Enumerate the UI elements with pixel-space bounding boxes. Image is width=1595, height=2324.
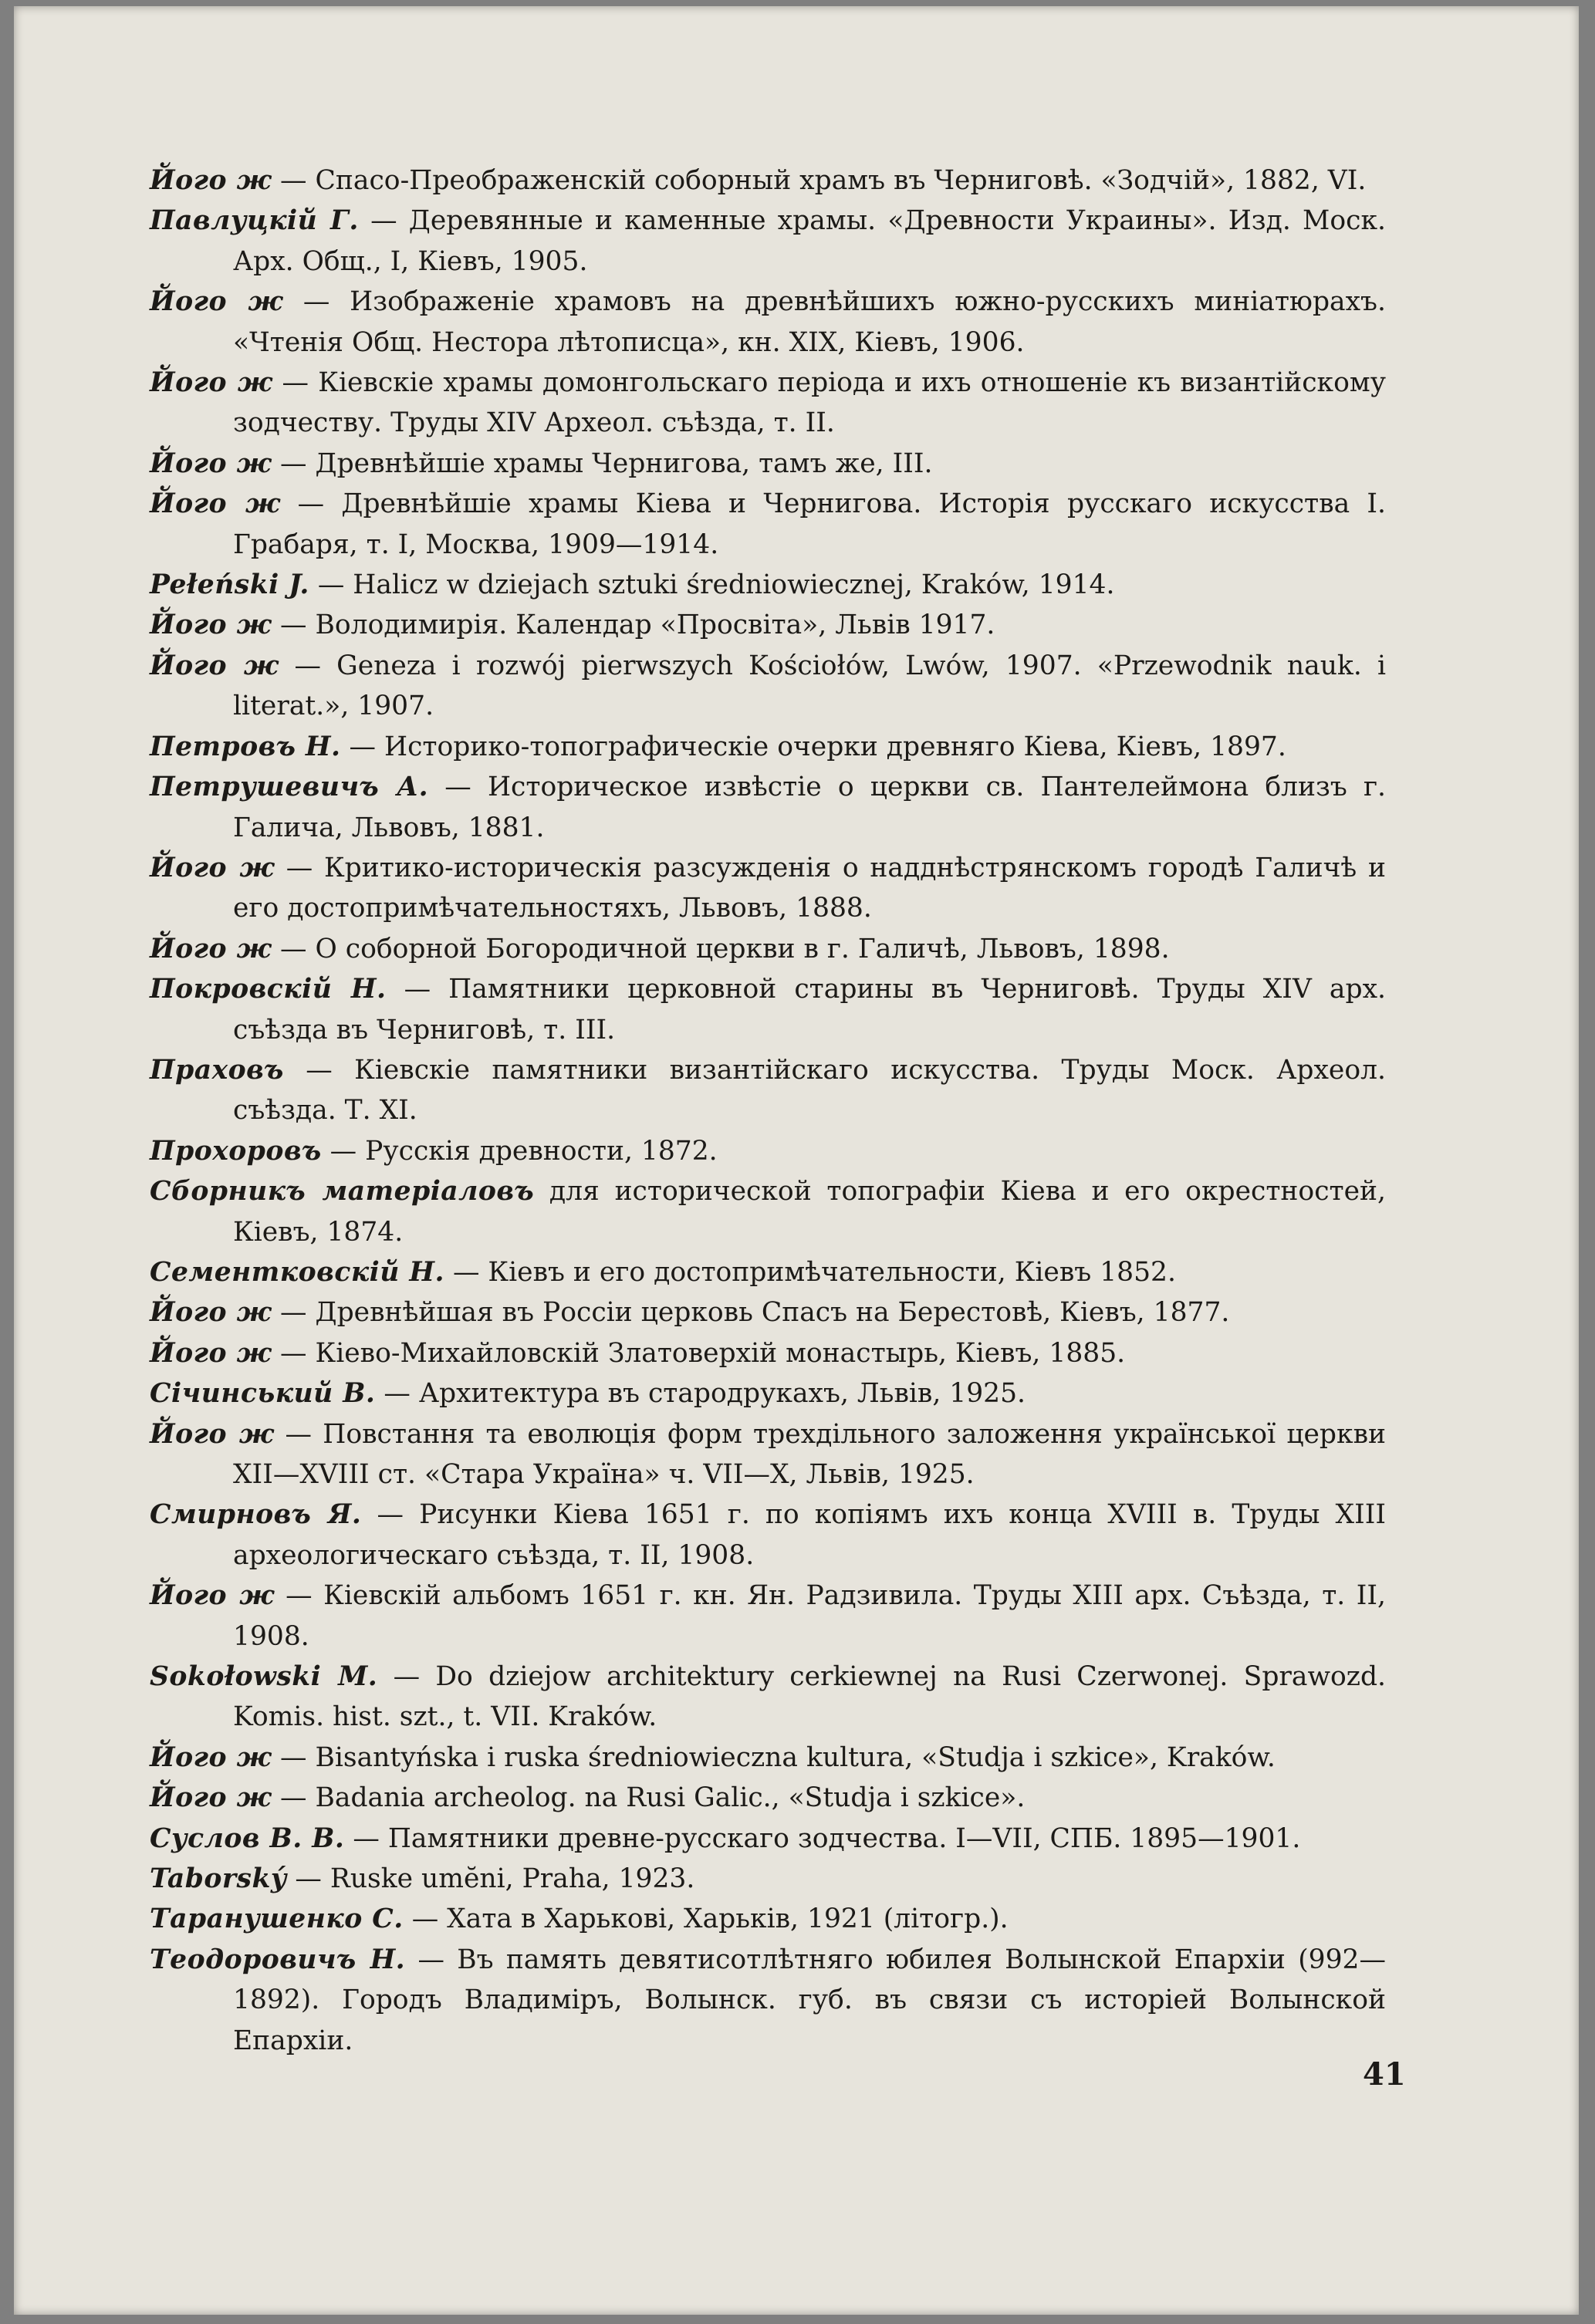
entry-author: Його ж [150, 448, 272, 479]
entry-author: Taborský [150, 1863, 287, 1895]
entry-author: Його ж [150, 852, 275, 883]
entry-text: — Изображеніе храмовъ на древнѣйшихъ южно-русскихъ миніатюрахъ. «Чтенія Общ. Нестора лѣтописца», кн. XIX, Кіевъ, 1906. [233, 286, 1386, 358]
entry-author: Сементковскій Н. [150, 1256, 444, 1288]
bibliography-entry [150, 1576, 1386, 1657]
entry-text: — Кіевскіе храмы домонгольскаго періода и ихъ отношеніе къ византійскому зодчеству. Труды XIV Археол. съѣзда, т. II. [233, 367, 1386, 439]
entry-author: Його ж [150, 1337, 272, 1369]
bibliography-list [150, 160, 1386, 2061]
entry-text: — Кіевскій альбомъ 1651 г. кн. Ян. Радзивила. Труды XIII арх. Съѣзда, т. II, 1908. [233, 1580, 1386, 1652]
entry-author: Його ж [150, 933, 272, 964]
bibliography-entry [150, 1778, 1386, 1818]
bibliography-entry [150, 1495, 1386, 1576]
entry-text: — Кіево-Михайловскій Златоверхій монастырь, Кіевъ, 1885. [272, 1337, 1126, 1369]
entry-text: — Geneza i rozwój pierwszych Kościołów, Lwów, 1907. «Przewodnik nauk. i literat.», 1907. [233, 650, 1386, 722]
bibliography-entry [150, 1292, 1386, 1333]
entry-text: — Хата в Харькові, Харьків, 1921 (літогр.). [403, 1903, 1009, 1935]
entry-author: Теодоровичъ Н. [150, 1944, 406, 1975]
entry-text: для исторической топографіи Кіева и его окрестностей, Кіевъ, 1874. [233, 1176, 1386, 1248]
entry-author: Його ж [150, 286, 283, 318]
entry-text: — Древнѣйшіе храмы Чернигова, тамъ же, III. [272, 448, 933, 479]
entry-author: Його ж [150, 367, 273, 399]
entry-text: — Спасо-Преображенскій соборный храмъ въ Черниговѣ. «Зодчій», 1882, VI. [272, 165, 1367, 196]
entry-text: — Кіевъ и его достопримѣчательности, Кіевъ 1852. [444, 1256, 1176, 1288]
entry-text: — Памятники древне-русскаго зодчества. I—VII, СПБ. 1895—1901. [344, 1822, 1301, 1854]
entry-text: — Въ память девятисотлѣтняго юбилея Волынской Епархіи (992—1892). Городъ Владиміръ, Волынск. губ. въ связи съ исторіей Волынской Епархіи. [233, 1944, 1386, 2056]
entry-text: — Повстання та еволюція форм трехдільного заложення української церкви XII—XVIII ст. «Стара Україна» ч. VII—X, Львів, 1925. [233, 1418, 1386, 1490]
entry-text: — О соборной Богородичной церкви в г. Галичѣ, Львовъ, 1898. [272, 933, 1170, 964]
entry-text: — Архитектура въ стародрукахъ, Львів, 1925. [375, 1378, 1026, 1410]
entry-text: — Памятники церковной старины въ Черниговѣ. Труды XIV арх. съѣзда въ Черниговѣ, т. III. [233, 974, 1386, 1045]
bibliography-entry [150, 767, 1386, 848]
bibliography-entry [150, 1657, 1386, 1738]
entry-author: Прохоровъ [150, 1135, 322, 1167]
bibliography-entry [150, 1131, 1386, 1171]
entry-text: — Ruske umĕni, Praha, 1923. [286, 1863, 695, 1895]
bibliography-entry [150, 848, 1386, 929]
entry-author: Його ж [150, 165, 272, 196]
entry-author: Його ж [150, 650, 279, 681]
entry-text: — Деревянные и каменные храмы. «Древности Украины». Изд. Моск. Арх. Общ., I, Кіевъ, 1905. [233, 205, 1387, 277]
entry-text: — Володимирія. Календар «Просвіта», Львів 1917. [272, 610, 995, 641]
entry-author: Січинський В. [150, 1378, 376, 1410]
entry-text: — Bisantyńska i ruska średniowieczna kultura, «Studja i szkice», Kraków. [272, 1741, 1276, 1773]
bibliography-entry [150, 484, 1386, 565]
entry-author: Праховъ [150, 1054, 284, 1086]
bibliography-entry [150, 646, 1386, 727]
bibliography-entry [150, 727, 1386, 767]
entry-author: Петрушевичъ А. [150, 772, 429, 803]
bibliography-entry [150, 201, 1386, 282]
entry-author: Суслов В. В. [150, 1822, 345, 1854]
entry-author: Таранушенко С. [150, 1903, 404, 1935]
entry-author: Його ж [150, 610, 272, 641]
bibliography-entry [150, 160, 1386, 201]
entry-text: — Древнѣйшіе храмы Кіева и Чернигова. Исторія русскаго искусства I. Грабаря, т. I, Москва, 1909—1914. [233, 488, 1386, 560]
bibliography-entry [150, 969, 1386, 1050]
bibliography-entry [150, 1050, 1386, 1131]
bibliography-entry [150, 1171, 1386, 1252]
entry-text: — Историческое извѣстіе о церкви св. Пантелеймона близъ г. Галича, Львовъ, 1881. [233, 772, 1387, 843]
entry-text: — Do dziejow architektury cerkiewnej na Rusi Czerwonej. Sprawozd. Komis. hist. szt., t. VII. Kraków. [233, 1661, 1386, 1733]
entry-author: Sokołowski M. [150, 1661, 378, 1693]
book-page [14, 6, 1579, 2315]
entry-author: Його ж [150, 488, 281, 520]
bibliography-entry [150, 444, 1386, 484]
entry-text: — Древнѣйшая въ Россіи церковь Спасъ на Берестовѣ, Кіевъ, 1877. [272, 1297, 1230, 1329]
entry-author: Сборникъ матеріаловъ [150, 1176, 535, 1208]
bibliography-entry [150, 929, 1386, 969]
entry-author: Смирновъ Я. [150, 1499, 362, 1531]
entry-author: Його ж [150, 1580, 275, 1612]
bibliography-entry [150, 1899, 1386, 1939]
bibliography-entry [150, 1252, 1386, 1292]
entry-text: — Историко-топографическіе очерки древняго Кіева, Кіевъ, 1897. [340, 731, 1286, 762]
bibliography-entry [150, 605, 1386, 645]
bibliography-entry [150, 363, 1386, 444]
entry-text: — Halicz w dziejach sztuki średniowiecznej, Kraków, 1914. [309, 569, 1115, 601]
entry-author: Його ж [150, 1418, 275, 1450]
bibliography-entry [150, 1333, 1386, 1373]
bibliography-entry [150, 1414, 1386, 1495]
entry-text: — Кіевскіе памятники византійскаго искусства. Труды Моск. Археол. съѣзда. Т. XI. [233, 1054, 1386, 1127]
bibliography-entry [150, 1373, 1386, 1414]
bibliography-entry [150, 565, 1386, 605]
entry-text: — Badania archeolog. na Rusi Galic., «Studja i szkice». [272, 1782, 1026, 1814]
page-number: 41 [1363, 2056, 1406, 2093]
entry-text: — Русскія древности, 1872. [321, 1135, 718, 1167]
entry-text: — Рисунки Кіева 1651 г. по копіямъ ихъ конца XVIII в. Труды XIII археологическаго съѣзда, т. II, 1908. [233, 1499, 1387, 1571]
entry-author: Покровскій Н. [150, 974, 387, 1005]
entry-author: Павлуцкій Г. [150, 205, 359, 237]
entry-author: Його ж [150, 1782, 272, 1814]
bibliography-entry [150, 1738, 1386, 1778]
entry-author: Pełeński J. [150, 569, 309, 601]
entry-author: Петровъ Н. [150, 731, 341, 762]
entry-text: — Критико-историческія разсужденія о надднѣстрянскомъ городѣ Галичѣ и его достопримѣчательностяхъ, Львовъ, 1888. [233, 852, 1386, 924]
entry-author: Його ж [150, 1297, 272, 1329]
entry-author: Його ж [150, 1741, 272, 1773]
bibliography-entry [150, 1940, 1386, 2061]
bibliography-entry [150, 1819, 1386, 1859]
bibliography-entry [150, 282, 1386, 363]
bibliography-entry [150, 1859, 1386, 1899]
